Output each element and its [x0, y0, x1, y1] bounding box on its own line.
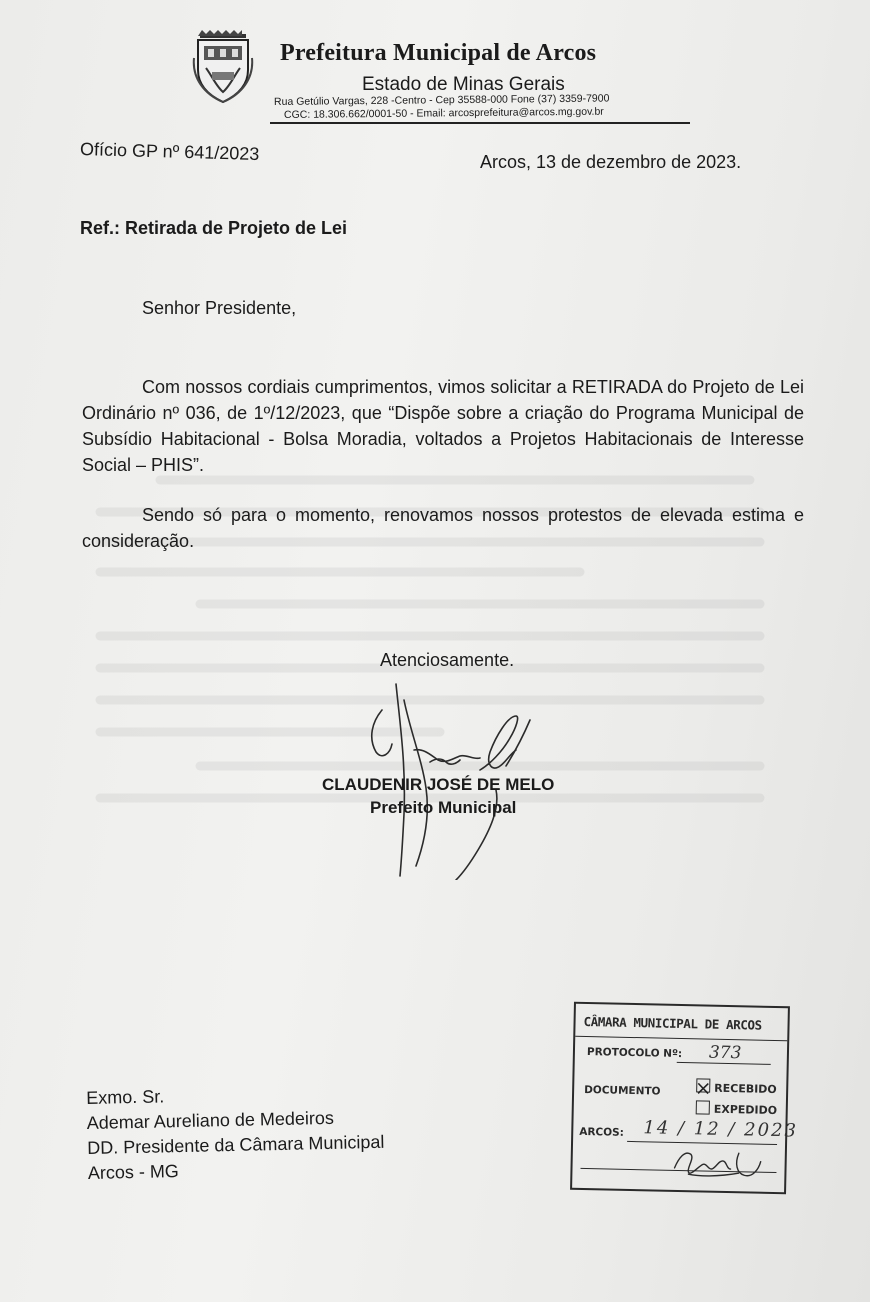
recipient-salutation: Exmo. Sr. — [86, 1086, 165, 1108]
recipient-role: DD. Presidente da Câmara Municipal — [87, 1131, 385, 1158]
stamp-document-label: DOCUMENTO — [584, 1083, 661, 1098]
receipt-stamp — [570, 1002, 799, 1194]
stamp-divider — [575, 1036, 787, 1041]
received-checkbox — [696, 1078, 710, 1092]
stamp-protocol-label: PROTOCOLO Nº: — [586, 1046, 683, 1061]
letter-paragraph-1: Com nossos cordiais cumprimentos, vimos solicitar a RETIRADA do Projeto de Lei Ordinário nº 036, de 1º/12/2023, que “Dispõe sobre a criação do Programa Municipal de Subsídio Habitacional - Bolsa Moradia, voltados a Projetos Habitacionais de Interesse Social – PHIS”. — [82, 377, 804, 475]
recipient-name: Ademar Aureliano de Medeiros — [86, 1107, 335, 1133]
stamp-city-label: ARCOS: — [579, 1125, 624, 1139]
letterhead-address: Rua Getúlio Vargas, 228 -Centro - Cep 35588-000 Fone (37) 3359-7900 — [273, 92, 610, 108]
letter-closing: Atenciosamente. — [380, 650, 515, 670]
stamp-initials-signature — [668, 1144, 769, 1182]
letterhead-title: Prefeitura Municipal de Arcos — [280, 40, 597, 66]
stamp-date-value: 14 / 12 / 2023 — [643, 1117, 799, 1142]
municipal-coat-of-arms-icon — [192, 28, 254, 104]
stamp-received-label: RECEBIDO — [714, 1081, 777, 1097]
recipient-city: Arcos - MG — [87, 1161, 180, 1183]
stamp-title: CÂMARA MUNICIPAL DE ARCOS — [583, 1013, 762, 1033]
checkmark-icon — [697, 1082, 709, 1094]
letter-date: Arcos, 13 de dezembro de 2023. — [480, 152, 742, 172]
letter-greeting: Senhor Presidente, — [142, 298, 297, 318]
letter-number: Ofício GP nº 641/2023 — [79, 139, 260, 165]
stamp-dispatched-label: EXPEDIDO — [713, 1102, 778, 1118]
letterhead-divider — [270, 122, 690, 124]
dispatched-checkbox — [696, 1100, 710, 1114]
letterhead-subtitle: Estado de Minas Gerais — [362, 74, 565, 95]
letter-paragraph-2: Sendo só para o momento, renovamos nossos protestos de elevada estima e consideração. — [82, 505, 804, 551]
recipient-block — [86, 1080, 385, 1186]
letterhead-cgc-email: CGC: 18.306.662/0001-50 - Email: arcosprefeitura@arcos.mg.gov.br — [283, 105, 604, 121]
signatory-name: CLAUDENIR JOSÉ DE MELO — [322, 775, 555, 794]
stamp-protocol-value: 373 — [708, 1042, 742, 1064]
letter-reference: Ref.: Retirada de Projeto de Lei — [80, 218, 348, 238]
signatory-title: Prefeito Municipal — [370, 798, 517, 817]
